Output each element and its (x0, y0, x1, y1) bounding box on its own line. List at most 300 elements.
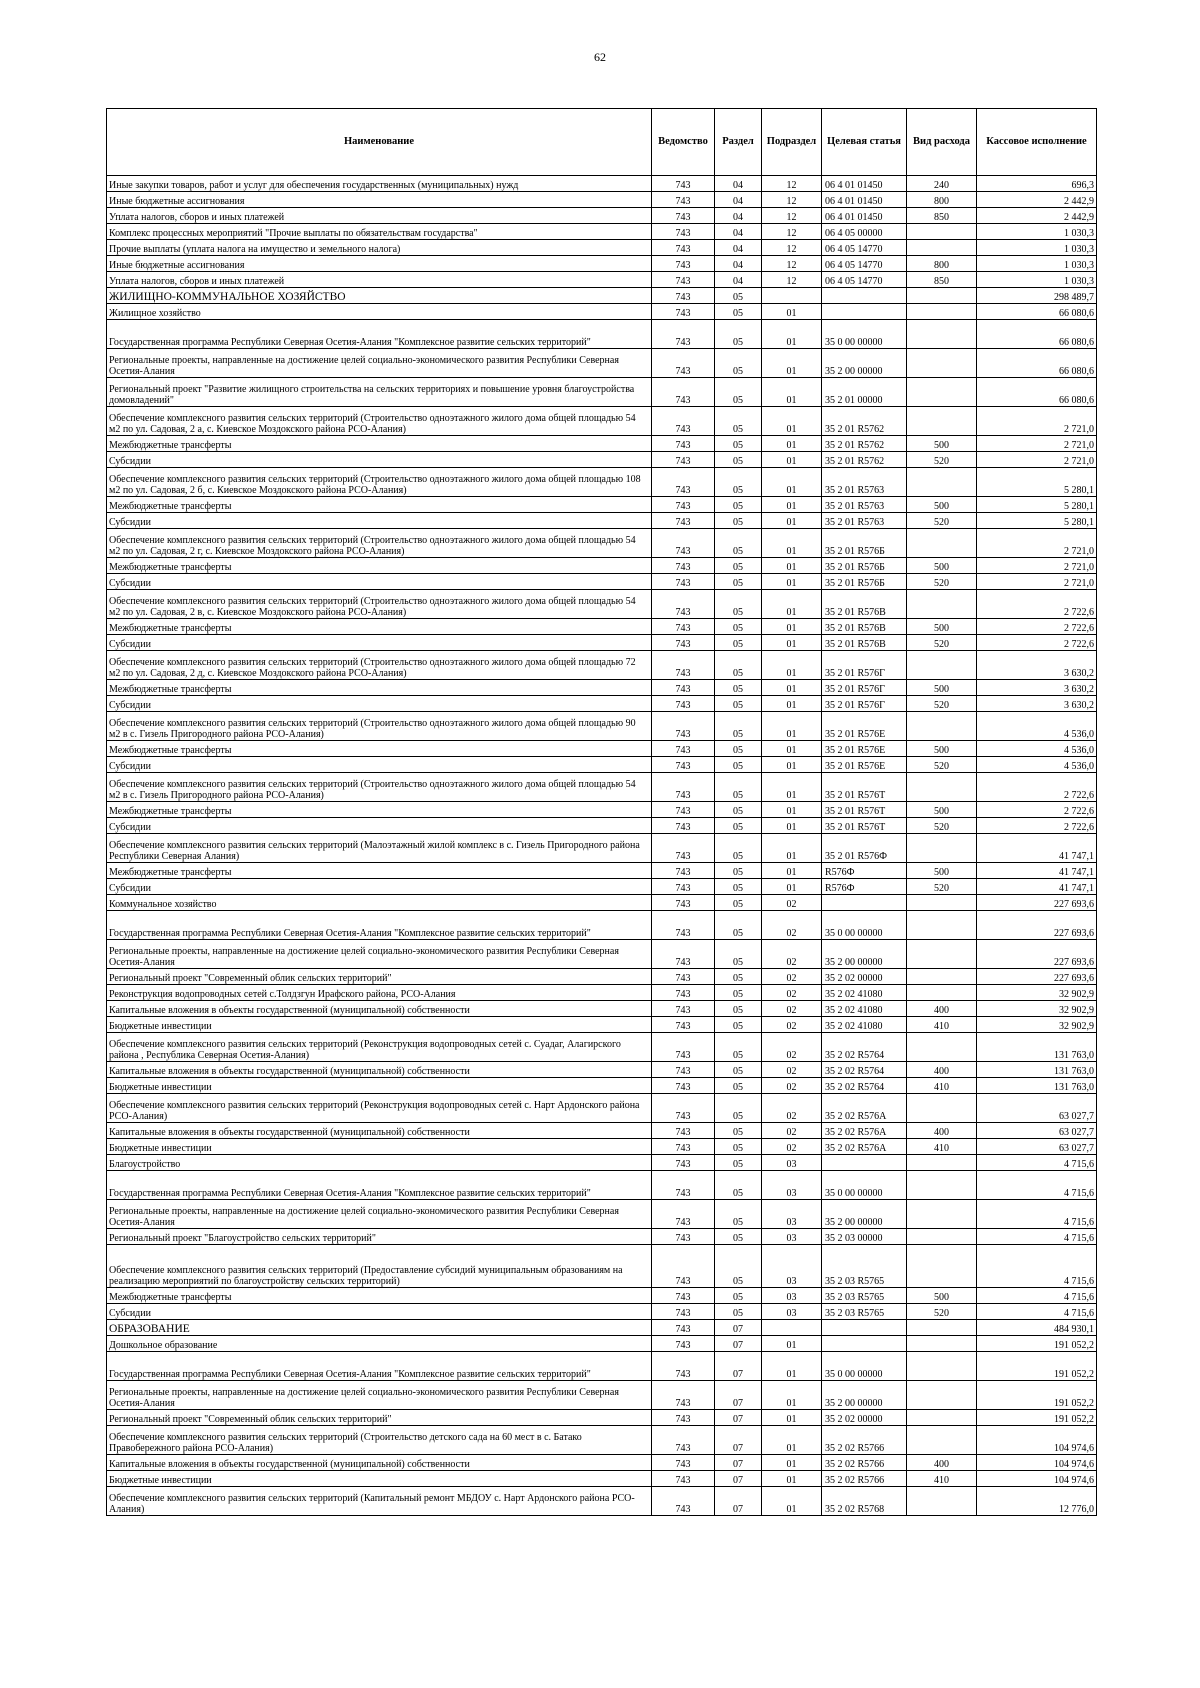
cell-name: Обеспечение комплексного развития сельских территорий (Строительство детского сада на 60 мест в с. Батако Правобережного района РСО-Алания) (107, 1426, 652, 1455)
table-body (107, 176, 1097, 1516)
cell-article: 06 4 01 01450 (822, 176, 907, 192)
cell-sum: 32 902,9 (977, 1001, 1097, 1017)
cell-section: 05 (715, 304, 762, 320)
cell-dept: 743 (652, 1426, 715, 1455)
cell-dept: 743 (652, 1487, 715, 1516)
cell-sum: 191 052,2 (977, 1381, 1097, 1410)
cell-subsection: 12 (762, 208, 822, 224)
cell-sum: 4 715,6 (977, 1229, 1097, 1245)
cell-subsection: 12 (762, 176, 822, 192)
cell-dept: 743 (652, 911, 715, 940)
cell-article (822, 1336, 907, 1352)
cell-subsection: 01 (762, 1410, 822, 1426)
cell-dept: 743 (652, 1410, 715, 1426)
cell-section: 05 (715, 513, 762, 529)
cell-dept: 743 (652, 1304, 715, 1320)
cell-article: 35 2 02 41080 (822, 985, 907, 1001)
cell-kind: 410 (907, 1078, 977, 1094)
cell-name: Капитальные вложения в объекты государственной (муниципальной) собственности (107, 1123, 652, 1139)
cell-name: Региональные проекты, направленные на достижение целей социально-экономического развития Республики Северная Осетия-Алания (107, 1200, 652, 1229)
cell-sum: 66 080,6 (977, 320, 1097, 349)
cell-article: 35 2 01 R576Е (822, 712, 907, 741)
cell-section: 05 (715, 1078, 762, 1094)
cell-kind: 520 (907, 696, 977, 712)
cell-sum: 66 080,6 (977, 378, 1097, 407)
cell-kind (907, 651, 977, 680)
cell-article: 35 2 01 R5762 (822, 452, 907, 468)
cell-dept: 743 (652, 272, 715, 288)
cell-article (822, 895, 907, 911)
table-row (107, 985, 1097, 1001)
table-row (107, 1001, 1097, 1017)
cell-name: Субсидии (107, 757, 652, 773)
cell-section: 05 (715, 712, 762, 741)
cell-article: 35 2 02 00000 (822, 1410, 907, 1426)
cell-sum: 2 442,9 (977, 192, 1097, 208)
table-row (107, 558, 1097, 574)
cell-section: 05 (715, 818, 762, 834)
cell-sum: 63 027,7 (977, 1094, 1097, 1123)
cell-section: 05 (715, 1171, 762, 1200)
table-row (107, 757, 1097, 773)
cell-sum: 1 030,3 (977, 224, 1097, 240)
cell-article: 35 2 01 R5762 (822, 436, 907, 452)
cell-name: Уплата налогов, сборов и иных платежей (107, 272, 652, 288)
cell-dept: 743 (652, 969, 715, 985)
cell-section: 05 (715, 320, 762, 349)
cell-subsection: 01 (762, 680, 822, 696)
cell-subsection: 03 (762, 1200, 822, 1229)
cell-name: Межбюджетные трансферты (107, 1288, 652, 1304)
cell-subsection: 02 (762, 940, 822, 969)
cell-kind: 500 (907, 680, 977, 696)
cell-subsection: 12 (762, 224, 822, 240)
table-row (107, 680, 1097, 696)
table-row (107, 1033, 1097, 1062)
cell-sum: 4 715,6 (977, 1171, 1097, 1200)
cell-section: 05 (715, 288, 762, 304)
cell-article: 35 0 00 00000 (822, 1352, 907, 1381)
budget-table (106, 108, 1097, 1516)
table-row (107, 304, 1097, 320)
cell-article: 35 2 03 R5765 (822, 1304, 907, 1320)
header-dept: Ведомство (652, 109, 715, 176)
cell-kind: 240 (907, 176, 977, 192)
cell-section: 05 (715, 1139, 762, 1155)
cell-sum: 3 630,2 (977, 696, 1097, 712)
cell-article: 35 2 02 41080 (822, 1001, 907, 1017)
cell-article: 35 2 01 R576Г (822, 696, 907, 712)
table-row (107, 192, 1097, 208)
cell-section: 07 (715, 1336, 762, 1352)
cell-sum: 2 721,0 (977, 574, 1097, 590)
cell-section: 05 (715, 741, 762, 757)
cell-article: 35 2 02 R5766 (822, 1455, 907, 1471)
cell-article: 35 2 00 00000 (822, 1381, 907, 1410)
cell-sum: 2 442,9 (977, 208, 1097, 224)
cell-name: Уплата налогов, сборов и иных платежей (107, 208, 652, 224)
cell-sum: 2 722,6 (977, 635, 1097, 651)
cell-name: Бюджетные инвестиции (107, 1139, 652, 1155)
table-row (107, 1320, 1097, 1336)
cell-sum: 41 747,1 (977, 863, 1097, 879)
cell-article: 35 2 03 00000 (822, 1229, 907, 1245)
table-row (107, 240, 1097, 256)
cell-kind: 500 (907, 619, 977, 635)
cell-kind (907, 1033, 977, 1062)
cell-section: 05 (715, 1123, 762, 1139)
cell-subsection: 03 (762, 1304, 822, 1320)
cell-sum: 5 280,1 (977, 468, 1097, 497)
table-row (107, 1171, 1097, 1200)
cell-article: 35 2 02 R5764 (822, 1062, 907, 1078)
cell-dept: 743 (652, 773, 715, 802)
cell-dept: 743 (652, 288, 715, 304)
cell-sum: 191 052,2 (977, 1336, 1097, 1352)
cell-kind: 520 (907, 1304, 977, 1320)
cell-name: Государственная программа Республики Северная Осетия-Алания "Комплексное развитие сельских территорий" (107, 320, 652, 349)
cell-kind: 500 (907, 497, 977, 513)
cell-dept: 743 (652, 529, 715, 558)
cell-name: Региональные проекты, направленные на достижение целей социально-экономического развития Республики Северная Осетия-Алания (107, 349, 652, 378)
cell-kind: 520 (907, 879, 977, 895)
cell-article: 35 2 01 R5763 (822, 497, 907, 513)
cell-article: 35 2 01 R576Г (822, 651, 907, 680)
cell-section: 07 (715, 1320, 762, 1336)
table-row (107, 468, 1097, 497)
cell-kind (907, 590, 977, 619)
cell-subsection (762, 1320, 822, 1336)
cell-dept: 743 (652, 1381, 715, 1410)
cell-kind (907, 1336, 977, 1352)
cell-kind (907, 1352, 977, 1381)
cell-sum: 1 030,3 (977, 240, 1097, 256)
cell-sum: 131 763,0 (977, 1078, 1097, 1094)
cell-section: 04 (715, 256, 762, 272)
cell-sum: 41 747,1 (977, 879, 1097, 895)
cell-section: 07 (715, 1455, 762, 1471)
cell-subsection: 01 (762, 834, 822, 863)
cell-dept: 743 (652, 635, 715, 651)
header-section: Раздел (715, 109, 762, 176)
cell-section: 05 (715, 497, 762, 513)
cell-dept: 743 (652, 1229, 715, 1245)
cell-dept: 743 (652, 240, 715, 256)
cell-name: Субсидии (107, 635, 652, 651)
cell-kind: 850 (907, 208, 977, 224)
cell-sum: 32 902,9 (977, 985, 1097, 1001)
cell-kind (907, 1320, 977, 1336)
cell-name: Межбюджетные трансферты (107, 436, 652, 452)
cell-dept: 743 (652, 1001, 715, 1017)
cell-dept: 743 (652, 1200, 715, 1229)
cell-section: 05 (715, 863, 762, 879)
table-row (107, 1229, 1097, 1245)
table-row (107, 741, 1097, 757)
cell-sum: 3 630,2 (977, 651, 1097, 680)
cell-name: Государственная программа Республики Северная Осетия-Алания "Комплексное развитие сельских территорий" (107, 911, 652, 940)
header-name: Наименование (107, 109, 652, 176)
cell-article: 35 2 01 R576В (822, 619, 907, 635)
cell-section: 05 (715, 1304, 762, 1320)
cell-dept: 743 (652, 590, 715, 619)
cell-section: 05 (715, 911, 762, 940)
cell-sum: 2 721,0 (977, 407, 1097, 436)
cell-section: 05 (715, 468, 762, 497)
table-row (107, 651, 1097, 680)
cell-article: 35 2 01 R576Е (822, 741, 907, 757)
cell-dept: 743 (652, 1171, 715, 1200)
cell-subsection: 02 (762, 985, 822, 1001)
cell-name: Обеспечение комплексного развития сельских территорий (Малоэтажный жилой комплекс в с. Гизель Пригородного района Республики Северная Алания) (107, 834, 652, 863)
table-row (107, 802, 1097, 818)
table-row (107, 224, 1097, 240)
cell-dept: 743 (652, 1288, 715, 1304)
cell-name: Региональные проекты, направленные на достижение целей социально-экономического развития Республики Северная Осетия-Алания (107, 940, 652, 969)
cell-subsection: 12 (762, 272, 822, 288)
cell-subsection: 12 (762, 192, 822, 208)
cell-dept: 743 (652, 1352, 715, 1381)
cell-kind (907, 985, 977, 1001)
table-row (107, 940, 1097, 969)
cell-name: Субсидии (107, 879, 652, 895)
cell-section: 05 (715, 635, 762, 651)
cell-section: 05 (715, 1017, 762, 1033)
cell-kind: 800 (907, 192, 977, 208)
cell-subsection: 01 (762, 436, 822, 452)
cell-sum: 227 693,6 (977, 895, 1097, 911)
cell-subsection: 01 (762, 378, 822, 407)
cell-sum: 4 536,0 (977, 712, 1097, 741)
cell-kind (907, 224, 977, 240)
cell-name: Региональный проект "Развитие жилищного строительства на сельских территориях и повышение уровня благоустройства домовладений" (107, 378, 652, 407)
cell-kind: 400 (907, 1455, 977, 1471)
cell-dept: 743 (652, 192, 715, 208)
cell-dept: 743 (652, 378, 715, 407)
cell-kind (907, 1410, 977, 1426)
cell-kind: 500 (907, 741, 977, 757)
cell-name: Капитальные вложения в объекты государственной (муниципальной) собственности (107, 1455, 652, 1471)
cell-dept: 743 (652, 818, 715, 834)
table-row (107, 773, 1097, 802)
cell-dept: 743 (652, 558, 715, 574)
cell-dept: 743 (652, 1033, 715, 1062)
cell-kind (907, 1487, 977, 1516)
cell-subsection: 03 (762, 1229, 822, 1245)
cell-section: 05 (715, 895, 762, 911)
cell-name: Субсидии (107, 513, 652, 529)
table-row (107, 256, 1097, 272)
cell-sum: 1 030,3 (977, 272, 1097, 288)
table-row (107, 1426, 1097, 1455)
table-row (107, 320, 1097, 349)
cell-dept: 743 (652, 1320, 715, 1336)
cell-article: 35 2 01 00000 (822, 378, 907, 407)
cell-subsection: 01 (762, 1455, 822, 1471)
cell-section: 04 (715, 192, 762, 208)
cell-article (822, 1155, 907, 1171)
cell-sum: 484 930,1 (977, 1320, 1097, 1336)
cell-sum: 2 722,6 (977, 802, 1097, 818)
cell-dept: 743 (652, 1336, 715, 1352)
cell-section: 04 (715, 208, 762, 224)
cell-kind (907, 468, 977, 497)
cell-sum: 2 721,0 (977, 558, 1097, 574)
cell-kind (907, 407, 977, 436)
cell-dept: 743 (652, 208, 715, 224)
cell-sum: 3 630,2 (977, 680, 1097, 696)
table-row (107, 1352, 1097, 1381)
cell-subsection: 01 (762, 529, 822, 558)
page-number: 62 (594, 50, 606, 64)
table-row (107, 1062, 1097, 1078)
table-row (107, 1078, 1097, 1094)
cell-kind: 520 (907, 818, 977, 834)
table-row (107, 1094, 1097, 1123)
cell-dept: 743 (652, 696, 715, 712)
cell-article: 35 2 01 R576Т (822, 773, 907, 802)
cell-sum: 4 715,6 (977, 1288, 1097, 1304)
cell-name: Реконструкция водопроводных сетей с.Толдзгун Ирафского района, РСО-Алания (107, 985, 652, 1001)
cell-subsection: 01 (762, 349, 822, 378)
cell-dept: 743 (652, 802, 715, 818)
cell-dept: 743 (652, 834, 715, 863)
cell-subsection: 02 (762, 1094, 822, 1123)
cell-kind: 410 (907, 1471, 977, 1487)
cell-article: 35 0 00 00000 (822, 1171, 907, 1200)
cell-subsection: 03 (762, 1155, 822, 1171)
table-row (107, 863, 1097, 879)
cell-section: 05 (715, 1001, 762, 1017)
cell-kind: 520 (907, 635, 977, 651)
cell-section: 05 (715, 407, 762, 436)
cell-kind: 500 (907, 558, 977, 574)
cell-name: Региональный проект "Благоустройство сельских территорий" (107, 1229, 652, 1245)
cell-subsection (762, 288, 822, 304)
cell-subsection: 01 (762, 558, 822, 574)
cell-section: 05 (715, 349, 762, 378)
cell-section: 05 (715, 529, 762, 558)
cell-subsection: 01 (762, 513, 822, 529)
cell-section: 04 (715, 272, 762, 288)
cell-subsection: 01 (762, 1336, 822, 1352)
cell-kind: 400 (907, 1001, 977, 1017)
cell-article: 35 2 03 R5765 (822, 1288, 907, 1304)
cell-subsection: 01 (762, 802, 822, 818)
cell-kind (907, 911, 977, 940)
cell-subsection: 01 (762, 635, 822, 651)
cell-kind: 520 (907, 757, 977, 773)
table-row (107, 818, 1097, 834)
cell-name: Обеспечение комплексного развития сельских территорий (Строительство одноэтажного жилого дома общей площадью 72 м2 по ул. Садовая, 2 д, с. Киевское Моздокского района РСО-Алания) (107, 651, 652, 680)
cell-subsection: 01 (762, 497, 822, 513)
cell-sum: 227 693,6 (977, 940, 1097, 969)
cell-name: Обеспечение комплексного развития сельских территорий (Капитальный ремонт МБДОУ с. Нарт Ардонского района РСО-Алания) (107, 1487, 652, 1516)
cell-dept: 743 (652, 497, 715, 513)
cell-name: Жилищное хозяйство (107, 304, 652, 320)
table-row (107, 1410, 1097, 1426)
cell-section: 04 (715, 240, 762, 256)
cell-section: 05 (715, 802, 762, 818)
cell-dept: 743 (652, 224, 715, 240)
cell-section: 05 (715, 452, 762, 468)
cell-name: Обеспечение комплексного развития сельских территорий (Предоставление субсидий муниципальным образованиям на реализацию мероприятий по благоустройству сельских территорий) (107, 1245, 652, 1288)
cell-section: 05 (715, 757, 762, 773)
cell-article: R576Ф (822, 863, 907, 879)
cell-section: 05 (715, 879, 762, 895)
cell-dept: 743 (652, 1017, 715, 1033)
cell-sum: 4 715,6 (977, 1245, 1097, 1288)
cell-name: Региональный проект "Современный облик сельских территорий" (107, 1410, 652, 1426)
table-row (107, 834, 1097, 863)
cell-dept: 743 (652, 895, 715, 911)
cell-name: Обеспечение комплексного развития сельских территорий (Строительство одноэтажного жилого дома общей площадью 54 м2 по ул. Садовая, 2 г, с. Киевское Моздокского района РСО-Алания) (107, 529, 652, 558)
cell-name: Обеспечение комплексного развития сельских территорий (Реконструкция водопроводных сетей с. Суадаг, Алагирского района , Республика Северная Осетия-Алания) (107, 1033, 652, 1062)
cell-sum: 104 974,6 (977, 1471, 1097, 1487)
cell-kind (907, 288, 977, 304)
cell-name: Региональный проект "Современный облик сельских территорий" (107, 969, 652, 985)
cell-subsection: 01 (762, 590, 822, 619)
cell-article: R576Ф (822, 879, 907, 895)
cell-subsection: 01 (762, 879, 822, 895)
cell-name: Государственная программа Республики Северная Осетия-Алания "Комплексное развитие сельских территорий" (107, 1171, 652, 1200)
table-row (107, 176, 1097, 192)
table-row (107, 1471, 1097, 1487)
cell-name: Субсидии (107, 1304, 652, 1320)
cell-subsection: 02 (762, 1033, 822, 1062)
cell-kind (907, 1094, 977, 1123)
cell-kind (907, 378, 977, 407)
table-row (107, 1139, 1097, 1155)
cell-name: Межбюджетные трансферты (107, 680, 652, 696)
table-row (107, 378, 1097, 407)
cell-article: 35 2 02 R5766 (822, 1471, 907, 1487)
cell-subsection: 02 (762, 911, 822, 940)
table-header-row (107, 109, 1097, 176)
table-row (107, 895, 1097, 911)
cell-name: Благоустройство (107, 1155, 652, 1171)
cell-subsection: 01 (762, 741, 822, 757)
table-row (107, 513, 1097, 529)
cell-section: 07 (715, 1352, 762, 1381)
cell-dept: 743 (652, 680, 715, 696)
cell-name: ЖИЛИЩНО-КОММУНАЛЬНОЕ ХОЗЯЙСТВО (107, 288, 652, 304)
cell-section: 05 (715, 1155, 762, 1171)
cell-kind (907, 349, 977, 378)
table-row (107, 349, 1097, 378)
cell-dept: 743 (652, 619, 715, 635)
cell-subsection: 01 (762, 651, 822, 680)
cell-kind (907, 969, 977, 985)
cell-section: 05 (715, 1245, 762, 1288)
cell-subsection: 01 (762, 1352, 822, 1381)
cell-sum: 66 080,6 (977, 349, 1097, 378)
cell-article: 35 2 01 R576Г (822, 680, 907, 696)
cell-section: 05 (715, 1288, 762, 1304)
cell-section: 04 (715, 224, 762, 240)
cell-article: 35 2 01 R576Б (822, 574, 907, 590)
cell-subsection: 01 (762, 619, 822, 635)
cell-sum: 41 747,1 (977, 834, 1097, 863)
cell-section: 05 (715, 696, 762, 712)
cell-section: 05 (715, 680, 762, 696)
cell-article: 35 2 02 R5764 (822, 1033, 907, 1062)
cell-sum: 2 722,6 (977, 818, 1097, 834)
cell-section: 05 (715, 619, 762, 635)
cell-section: 05 (715, 773, 762, 802)
cell-subsection: 01 (762, 452, 822, 468)
header-kind: Вид расхода (907, 109, 977, 176)
